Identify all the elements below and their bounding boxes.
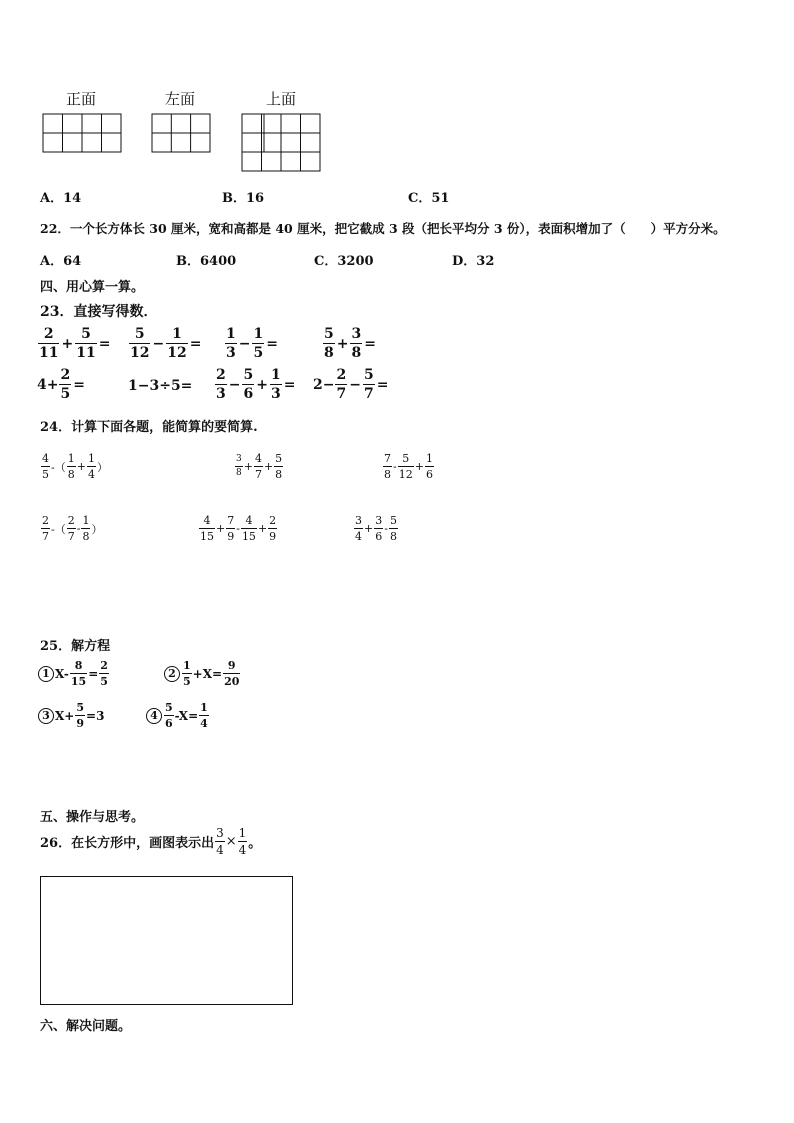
section-4-heading: 四、用心算一算。 bbox=[40, 280, 145, 295]
circled-number-2: 2 bbox=[164, 666, 180, 682]
top-view-label: 上面 bbox=[266, 90, 297, 108]
q24-expr-5: $\frac{4}{15}$ + $\frac{7}{9}$ - $\frac{4}{15}$ + $\frac{2}{9}$ bbox=[200, 514, 277, 543]
section-5-heading: 五、操作与思考。 bbox=[40, 810, 145, 825]
view-grids-figure bbox=[0, 0, 794, 190]
q21-option-c: C．51 bbox=[408, 191, 450, 206]
q22-option-c: C．3200 bbox=[314, 254, 374, 269]
q22-option-d: D．32 bbox=[452, 254, 495, 269]
q24-expr-2: $\frac{3}{8}$ + $\frac{4}{7}$ + $\frac{5}{8}$ bbox=[236, 452, 283, 481]
circled-number-4: 4 bbox=[146, 708, 162, 724]
q23-r1-c: $\frac{1}{3}$ − $\frac{1}{5}$ = bbox=[226, 326, 278, 361]
q23-r2-c: $\frac{2}{3}$ − $\frac{5}{6}$ + $\frac{1}{3}$ = bbox=[216, 367, 296, 402]
front-view-label: 正面 bbox=[66, 90, 97, 108]
q23-r1-d: $\frac{5}{8}$ + $\frac{3}{8}$ = bbox=[324, 326, 376, 361]
q21-option-a: A．14 bbox=[40, 191, 82, 206]
q22-question: 22．一个长方体长 30 厘米，宽和高都是 40 厘米，把它截成 3 段（把长平均分 3 份），表面积增加了（ ）平方分米。 bbox=[40, 221, 726, 236]
front-view-grid bbox=[43, 114, 121, 152]
drawing-rectangle[interactable] bbox=[40, 876, 293, 1005]
q24-expr-1: $\frac{4}{5}$ -（ $\frac{1}{8}$ + $\frac{1}{4}$ ） bbox=[42, 452, 108, 481]
q25-equation-1: 1 X- $\frac{8}{15}$ = $\frac{2}{5}$ bbox=[38, 660, 110, 687]
q21-option-b: B．16 bbox=[222, 191, 265, 206]
q24-expr-4: $\frac{2}{7}$ -（ $\frac{2}{7}$ - $\frac{1}{8}$ ） bbox=[42, 514, 103, 543]
q22-option-b: B．6400 bbox=[176, 254, 237, 269]
q23-r2-b: 1−3÷5= bbox=[128, 378, 193, 394]
q26-question: 26．在长方形中，画图表示出 $\frac{3}{4}$ × $\frac{1}{4}$ 。 bbox=[40, 826, 262, 857]
q23-title: 23．直接写得数． bbox=[40, 304, 158, 320]
q25-title: 25．解方程 bbox=[40, 639, 111, 654]
q24-expr-3: $\frac{7}{8}$ - $\frac{5}{12}$ + $\frac{1}{6}$ bbox=[384, 452, 433, 481]
left-view-grid bbox=[152, 114, 210, 152]
q23-r1-b: $\frac{5}{12}$ − $\frac{1}{12}$ = bbox=[130, 326, 202, 361]
top-view-grid bbox=[242, 114, 320, 171]
q25-equation-3: 3 X+ $\frac{5}{9}$ =3 bbox=[38, 702, 104, 729]
circled-number-1: 1 bbox=[38, 666, 54, 682]
q23-r2-d: 2− $\frac{2}{7}$ − $\frac{5}{7}$ = bbox=[313, 367, 389, 402]
section-6-heading: 六、解决问题。 bbox=[40, 1019, 132, 1034]
q24-expr-6: $\frac{3}{4}$ + $\frac{3}{6}$ - $\frac{5}{8}$ bbox=[355, 514, 397, 543]
left-view-label: 左面 bbox=[165, 90, 196, 108]
q23-r2-a: 4+ $\frac{2}{5}$ = bbox=[37, 367, 85, 402]
q25-equation-2: 2 $\frac{1}{5}$ +X= $\frac{9}{20}$ bbox=[164, 660, 241, 687]
circled-number-3: 3 bbox=[38, 708, 54, 724]
q25-equation-4: 4 $\frac{5}{6}$ -X= $\frac{1}{4}$ bbox=[146, 702, 210, 729]
q24-title: 24．计算下面各题，能简算的要简算. bbox=[40, 420, 258, 435]
q23-r1-a: $\frac{2}{11}$ + $\frac{5}{11}$ = bbox=[39, 326, 111, 361]
q22-option-a: A．64 bbox=[40, 254, 82, 269]
